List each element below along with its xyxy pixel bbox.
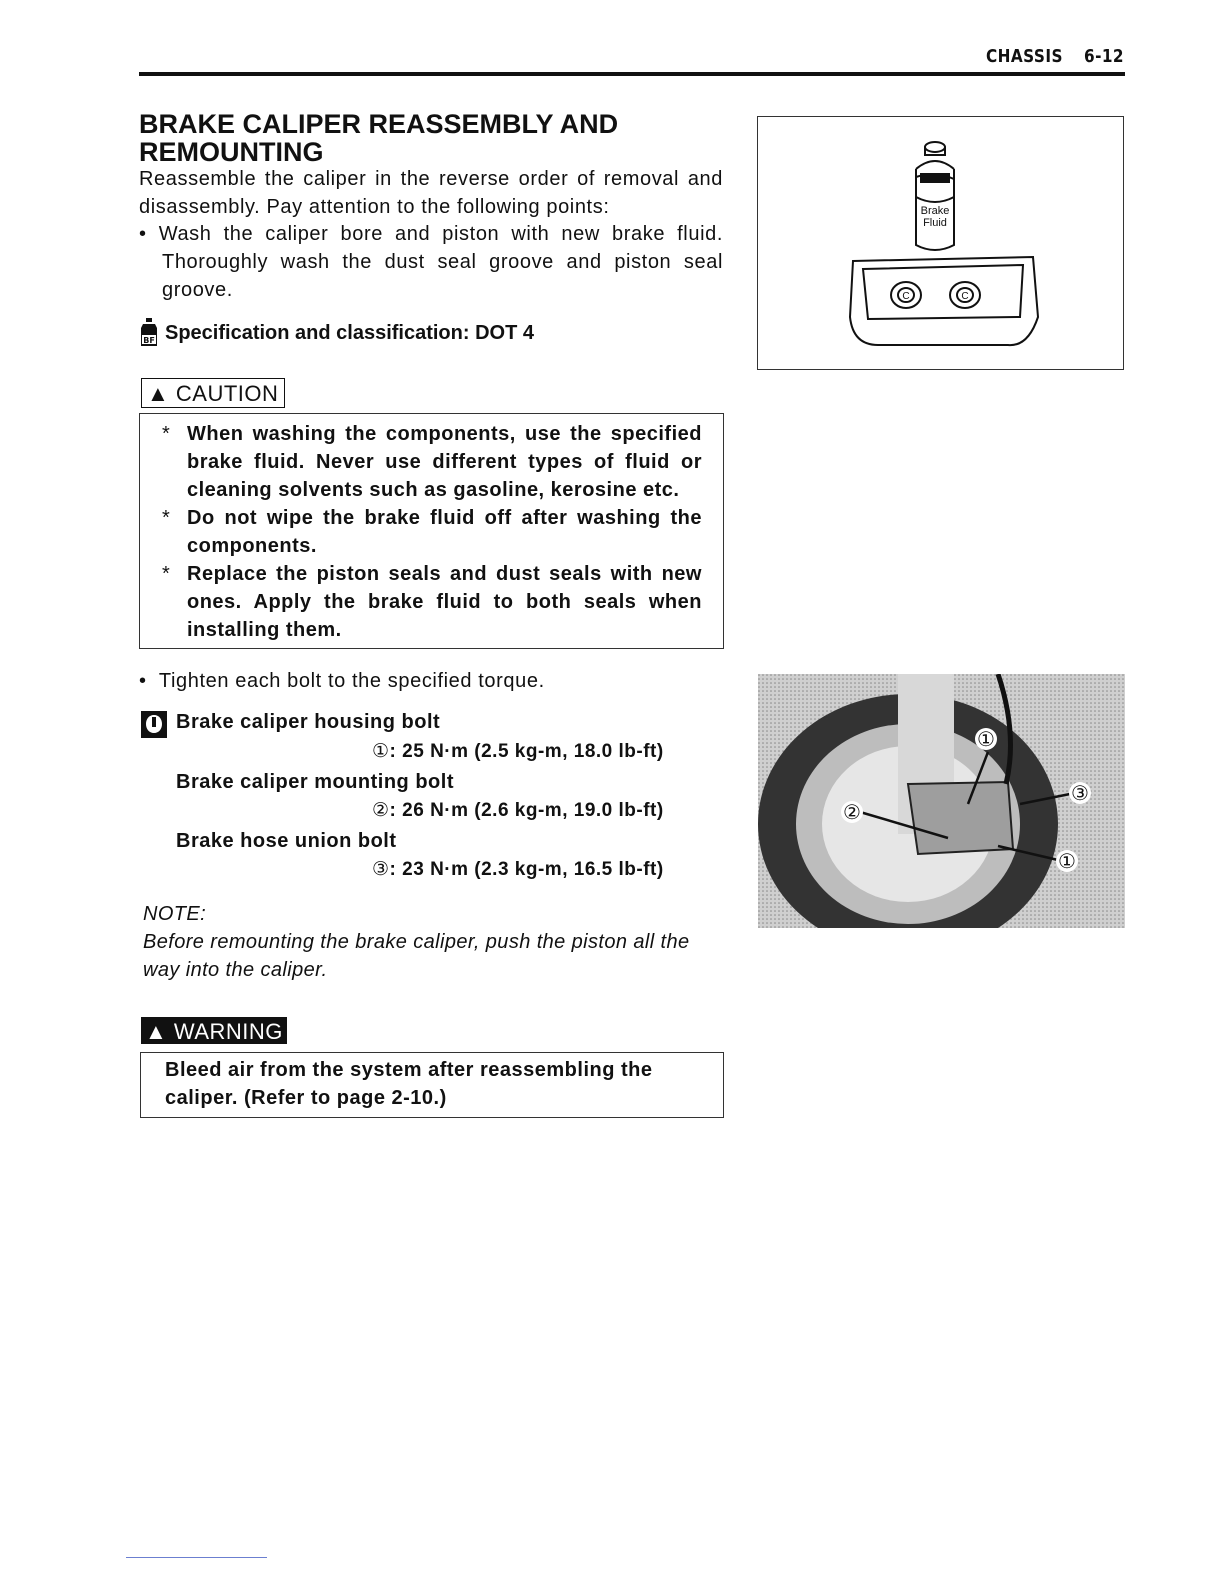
caliper-photo: [758, 674, 1125, 928]
torque-name-housing: Brake caliper housing bolt: [176, 711, 441, 733]
note-text: Before remounting the brake caliper, push the piston all the way into the caliper.: [143, 931, 690, 981]
svg-text:Brake: Brake: [920, 205, 950, 217]
svg-text:③: ③: [1071, 783, 1089, 805]
torque-value-union: ③: 23 N·m (2.3 kg-m, 16.5 lb-ft): [372, 859, 664, 880]
warning-triangle-icon: ▲: [147, 381, 170, 406]
torque-name-mounting: Brake caliper mounting bolt: [176, 771, 454, 793]
warning-box: [140, 1052, 724, 1118]
fluid-spec: [139, 318, 534, 346]
figure-brake-fluid-wash: [757, 116, 1124, 370]
note-label: NOTE:: [143, 903, 207, 925]
torque-value-mounting: ②: 26 N·m (2.6 kg-m, 19.0 lb-ft): [372, 800, 664, 821]
bullet-torque: • Tighten each bolt to the specified torque.: [139, 670, 545, 692]
header-rule: [139, 72, 1125, 76]
running-header: [169, 46, 1124, 67]
intro-paragraph: Reassemble the caliper in the reverse order of removal and disassembly. Pay attention to the following points:: [139, 168, 723, 218]
svg-text:Fluid: Fluid: [923, 217, 947, 229]
caution-box: [139, 413, 724, 649]
header-page-number: 6-12: [1084, 46, 1124, 67]
warning-triangle-icon: ▲: [145, 1019, 168, 1044]
torque-name-union: Brake hose union bolt: [176, 830, 397, 852]
torque-value-housing: ①: 25 N·m (2.5 kg-m, 18.0 lb-ft): [372, 741, 664, 762]
torque-wrench-icon: [141, 711, 167, 738]
warning-label: ▲ WARNING: [141, 1017, 287, 1044]
svg-text:①: ①: [1058, 851, 1076, 873]
figure-caliper-bolts-photo: [758, 674, 1125, 928]
svg-text:①: ①: [977, 729, 995, 751]
brake-fluid-tray-illustration: [758, 117, 1122, 368]
warning-text: Bleed air from the system after reassembling the caliper. (Refer to page 2-10.): [165, 1059, 653, 1109]
caution-label: ▲ CAUTION: [141, 378, 285, 408]
caution-item: * When washing the components, use the specified brake fluid. Never use different types of fluid or cleaning solvents such as gasoline, kerosine etc.: [162, 423, 702, 501]
fluid-spec-text: Specification and classification: DOT 4: [165, 322, 534, 344]
svg-text:②: ②: [843, 802, 861, 824]
section-title: BRAKE CALIPER REASSEMBLY AND REMOUNTING: [139, 109, 619, 167]
svg-text:BF: BF: [143, 336, 155, 345]
header-section: CHASSIS: [986, 46, 1063, 67]
svg-text:C: C: [902, 291, 910, 302]
caution-item: * Do not wipe the brake fluid off after washing the components.: [162, 507, 702, 557]
brake-fluid-icon: [139, 318, 159, 346]
footer-rule: [126, 1557, 267, 1558]
bullet-wash: • Wash the caliper bore and piston with new brake fluid. Thoroughly wash the dust seal groove and piston seal groove.: [139, 223, 723, 301]
svg-text:C: C: [961, 291, 969, 302]
caution-item: * Replace the piston seals and dust seals with new ones. Apply the brake fluid to both seals when installing them.: [162, 563, 702, 641]
